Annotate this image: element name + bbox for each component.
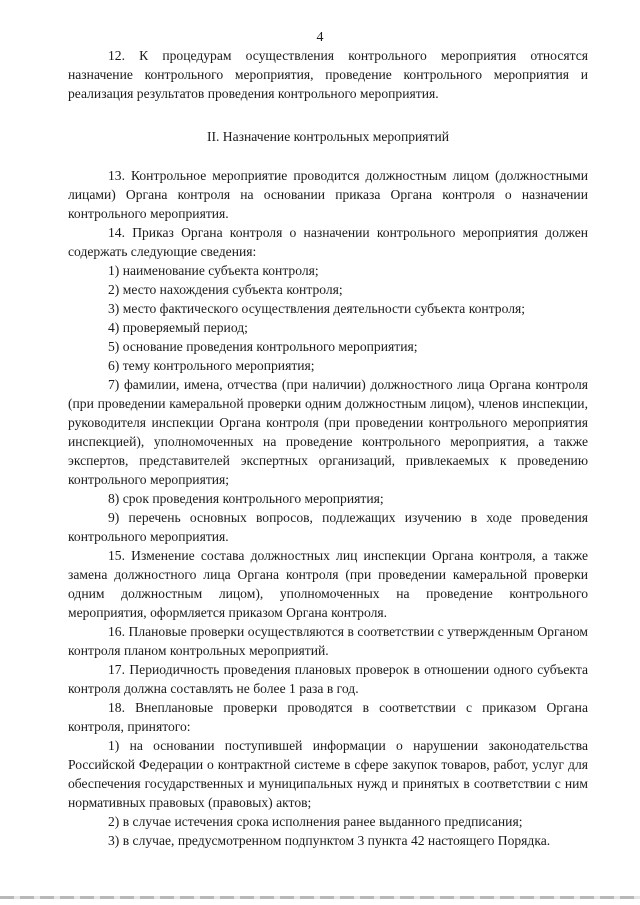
section-heading: II. Назначение контрольных мероприятий (206, 129, 450, 144)
paragraph: 18. Внеплановые проверки проводятся в соответствии с приказом Органа контроля, принятого: (68, 700, 588, 734)
paragraph: 16. Плановые проверки осуществляются в соответствии с утвержденным Органом контроля планом контрольных мероприятий. (68, 624, 588, 658)
list-item: 5) основание проведения контрольного мероприятия; (108, 339, 418, 354)
list-item: 1) наименование субъекта контроля; (108, 263, 319, 278)
paragraph: 13. Контрольное мероприятие проводится должностным лицом (должностными лицами) Органа контроля на основании приказа Органа контроля о назначении контрольного мероприятия. (68, 168, 588, 221)
document-body (68, 46, 588, 850)
paragraph-12: 12. К процедурам осуществления контрольного мероприятия относятся назначение контрольного мероприятия, проведение контрольного мероприятия и реализация результатов проведения контрольного мероприятия. (68, 48, 588, 101)
list-item: 3) место фактического осуществления деятельности субъекта контроля; (108, 301, 526, 316)
paragraph: 14. Приказ Органа контроля о назначении контрольного мероприятия должен содержать следующие сведения: (68, 225, 588, 259)
list-item: 7) фамилии, имена, отчества (при наличии) должностного лица Органа контроля (при проведении камеральной проверки одним должностным лицом), членов инспекции, руководителя инспекции Органа контроля (при проведении контрольного мероприятия инспекцией), уполномоченных на проведение контрольного мероприятия, а также экспертов, представителей экспертных организаций, привлекаемых к проведению контрольного мероприятия; (68, 377, 588, 487)
list-item: 8) срок проведения контрольного мероприятия; (108, 491, 384, 506)
scan-edge-divider (0, 896, 640, 899)
list-item: 2) место нахождения субъекта контроля; (108, 282, 343, 297)
list-item: 4) проверяемый период; (108, 320, 248, 335)
list-item: 6) тему контрольного мероприятия; (108, 358, 315, 373)
list-item: 2) в случае истечения срока исполнения ранее выданного предписания; (108, 814, 523, 829)
list-item: 3) в случае, предусмотренном подпунктом 3 пункта 42 настоящего Порядка. (108, 833, 551, 848)
page-number: 4 (316, 30, 324, 45)
paragraph: 17. Периодичность проведения плановых проверок в отношении одного субъекта контроля должна составлять не более 1 раза в год. (68, 662, 588, 696)
list-item: 9) перечень основных вопросов, подлежащих изучению в ходе проведения контрольного мероприятия. (68, 510, 588, 544)
list-item: 1) на основании поступившей информации о нарушении законодательства Российской Федерации о контрактной системе в сфере закупок товаров, работ, услуг для обеспечения государственных и муниципальных нужд и принятых в соответствии с ним нормативных правовых (правовых) актов; (68, 738, 588, 810)
paragraph: 15. Изменение состава должностных лиц инспекции Органа контроля, а также замена должностного лица Органа контроля (при проведении камеральной проверки одним должностным лицом), уполномоченных на проведение контрольного мероприятия, оформляется приказом Органа контроля. (68, 548, 588, 620)
